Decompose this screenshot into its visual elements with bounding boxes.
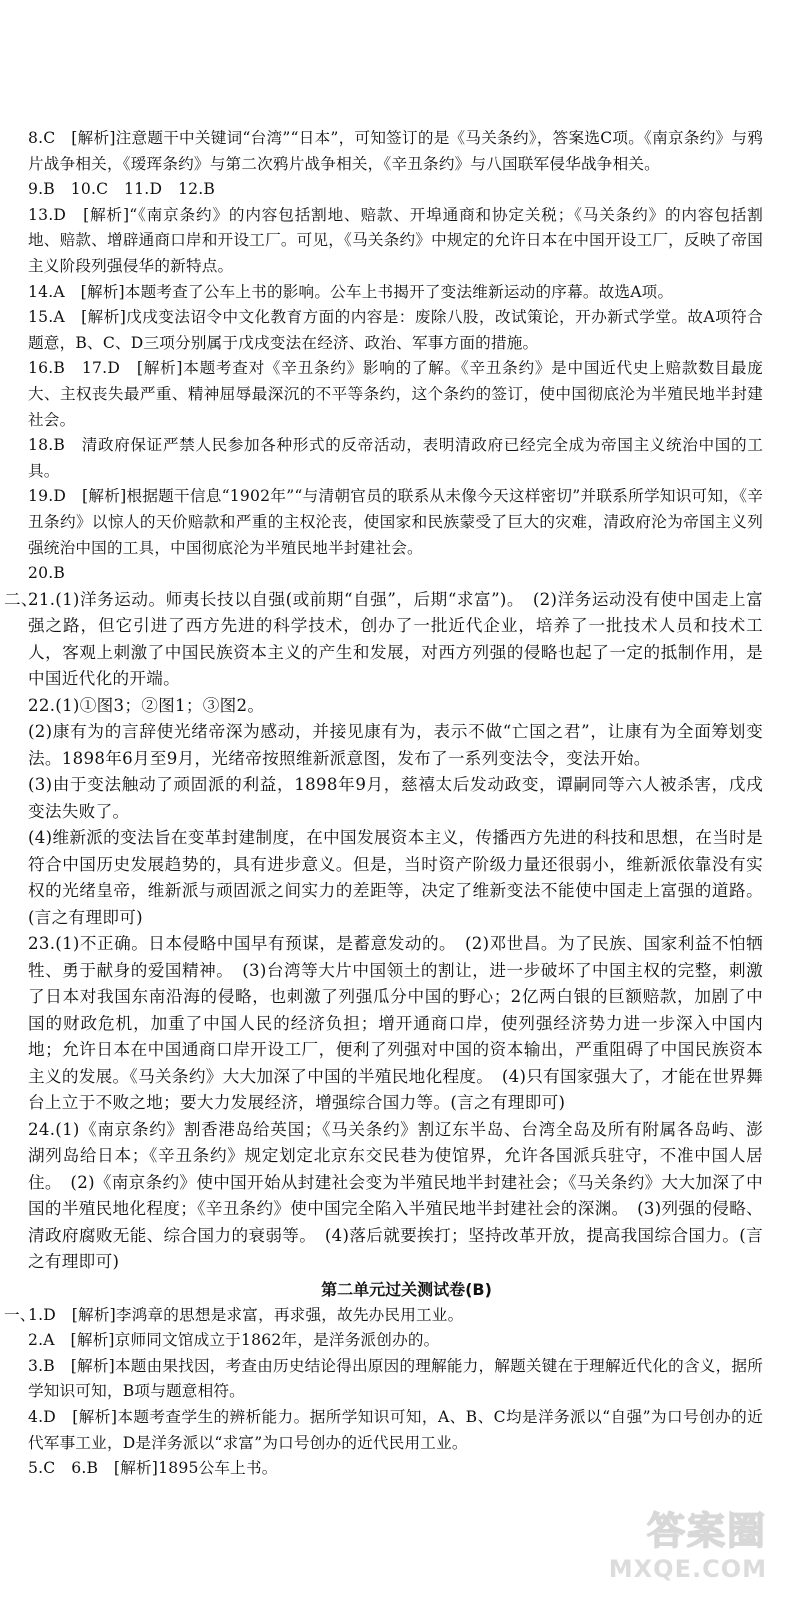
answer-14: 14.A [解析]本题考查了公车上书的影响。公车上书揭开了变法维新运动的序幕。故选A项。 <box>28 282 674 301</box>
section-marker-1: 一、 <box>4 1305 36 1324</box>
answer-b5-6: 5.C 6.B [解析]1895公车上书。 <box>28 1459 278 1478</box>
answer-b4: 4.D [解析]本题考查学生的辨析能力。据所学知识可知，A、B、C均是洋务派以“自强”为口号创办的近代军事工业，D是洋务派以“求富”为口号创办的近代民用工业。 <box>28 1408 763 1452</box>
answer-23: 23.(1)不正确。日本侵略中国早有预谋，是蓄意发动的。 (2)邓世昌。为了民族、国家利益不怕牺牲、勇于献身的爱国精神。 (3)台湾等大片中国领土的割让，进一步破坏了中国主权的完整，刺激了日本对我国东南沿海的侵略，也刺激了列强瓜分中国的野心；2亿两白银的巨额赔款，加剧了中国的财政危机，加重了中国人民的经济负担；增开通商口岸，使列强经济势力进一步深入中国内地；允许日本在中国通商口岸开设工厂，便利了列强对中国的资本输出，严重阻碍了中国民族资本主义的发展。《马关条约》大大加深了中国的半殖民地化程度。 (4)只有国家强大了，才能在世界舞台上立于不败之地；要大力发展经济，增强综合国力等。(言之有理即可) <box>28 934 763 1113</box>
answer-22-1: 22.(1)①图3；②图1；③图2。 <box>28 695 265 715</box>
answer-b1-block <box>0 1303 793 1329</box>
answer-13: 13.D [解析]“《南京条约》的内容包括割地、赔款、开埠通商和协定关税；《马关条约》的内容包括割地、赔款、增辟通商口岸和开设工厂。可见，《马关条约》中规定的允许日本在中国开设工厂，反映了帝国主义阶段列强侵华的新特点。 <box>28 205 763 275</box>
answer-21: 21.(1)洋务运动。师夷长技以自强(或前期“自强”，后期“求富”)。 (2)洋务运动没有使中国走上富强之路，但它引进了西方先进的科学技术，创办了一批近代企业，培养了一批技术人员和技术工人，客观上刺激了中国民族资本主义的产生和发展，对西方列强的侵略也起了一定的抵制作用，是中国近代化的开端。 <box>28 589 763 689</box>
answer-8: 8.C [解析]注意题干中关键词“台湾”“日本”，可知签订的是《马关条约》，答案选C项。《南京条约》与鸦片战争相关，《瑷珲条约》与第二次鸦片战争相关，《辛丑条约》与八国联军侵华战争相关。 <box>28 129 763 173</box>
answer-20: 20.B <box>28 564 66 583</box>
section-title: 第二单元过关测试卷(B) <box>321 1279 492 1299</box>
answer-16-17: 16.B 17.D [解析]本题考查对《辛丑条约》影响的了解。《辛丑条约》是中国近代史上赔款数目最庞大、主权丧失最严重、精神屈辱最深沉的不平等条约，这个条约的签订，使中国彻底沦为半殖民地半封建社会。 <box>28 359 763 429</box>
answer-b3: 3.B [解析]本题由果找因，考查由历史结论得出原因的理解能力，解题关键在于理解近代化的含义，据所学知识可知，B项与题意相符。 <box>28 1356 763 1401</box>
answer-22-2: (2)康有为的言辞使光绪帝深为感动，并接见康有为，表示不做“亡国之君”，让康有为全面筹划变法。1898年6月至9月，光绪帝按照维新派意图，发布了一系列变法令，变法开始。 <box>28 722 763 768</box>
answer-9-12: 9.B 10.C 11.D 12.B <box>28 180 216 199</box>
answer-24: 24.(1)《南京条约》割香港岛给英国；《马关条约》割辽东半岛、台湾全岛及所有附属各岛屿、澎湖列岛给日本；《辛丑条约》规定划定北京东交民巷为使馆界，允许各国派兵驻守，不准中国人居住。 (2)《南京条约》使中国开始从封建社会变为半殖民地半封建社会；《马关条约》大大加深了中国的半殖民地化程度；《辛丑条约》使中国完全陷入半殖民地半封建社会的深渊。 (3)列强的侵略、清政府腐败无能、综合国力的衰弱等。 (4)落后就要挨打；坚持改革开放，提高我国综合国力。(言之有理即可) <box>28 1119 763 1272</box>
answer-19: 19.D [解析]根据题干信息“1902年”“与清朝官员的联系从未像今天这样密切”并联系所学知识可知，《辛丑条约》以惊人的天价赔款和严重的主权沦丧，使国家和民族蒙受了巨大的灾难，清政府沦为帝国主义列强统治中国的工具，中国彻底沦为半殖民地半封建社会。 <box>28 487 763 557</box>
answer-22-4: (4)维新派的变法旨在变革封建制度，在中国发展资本主义，传播西方先进的科技和思想，在当时是符合中国历史发展趋势的，具有进步意义。但是，当时资产阶级力量还很弱小，维新派依靠没有实权的光绪皇帝，维新派与顽固派之间实力的差距等，决定了维新变法不能使中国走上富强的道路。(言之有理即可) <box>28 828 763 927</box>
answer-21-block <box>0 587 793 693</box>
answer-18: 18.B 清政府保证严禁人民参加各种形式的反帝活动，表明清政府已经完全成为帝国主义统治中国的工具。 <box>28 436 763 480</box>
answer-15: 15.A [解析]戊戌变法诏令中文化教育方面的内容是：废除八股，改试策论，开办新式学堂。故A项符合题意，B、C、D三项分别属于戊戌变法在经济、政治、军事方面的措施。 <box>28 308 763 352</box>
answer-b1: 1.D [解析]李鸿章的思想是求富，再求强，故先办民用工业。 <box>28 1305 464 1324</box>
watermark-logo-text: 答案圈 <box>646 1509 767 1553</box>
answer-b2: 2.A [解析]京师同文馆成立于1862年，是洋务派创办的。 <box>28 1331 440 1350</box>
section-marker-2: 二、 <box>4 589 38 609</box>
watermark-url: MXQE.COM <box>608 1555 767 1583</box>
site-watermark <box>608 1509 773 1583</box>
answer-22-3: (3)由于变法触动了顽固派的利益，1898年9月，慈禧太后发动政变，谭嗣同等六人被杀害，戊戌变法失败了。 <box>28 775 763 821</box>
answer-content <box>0 126 793 1482</box>
